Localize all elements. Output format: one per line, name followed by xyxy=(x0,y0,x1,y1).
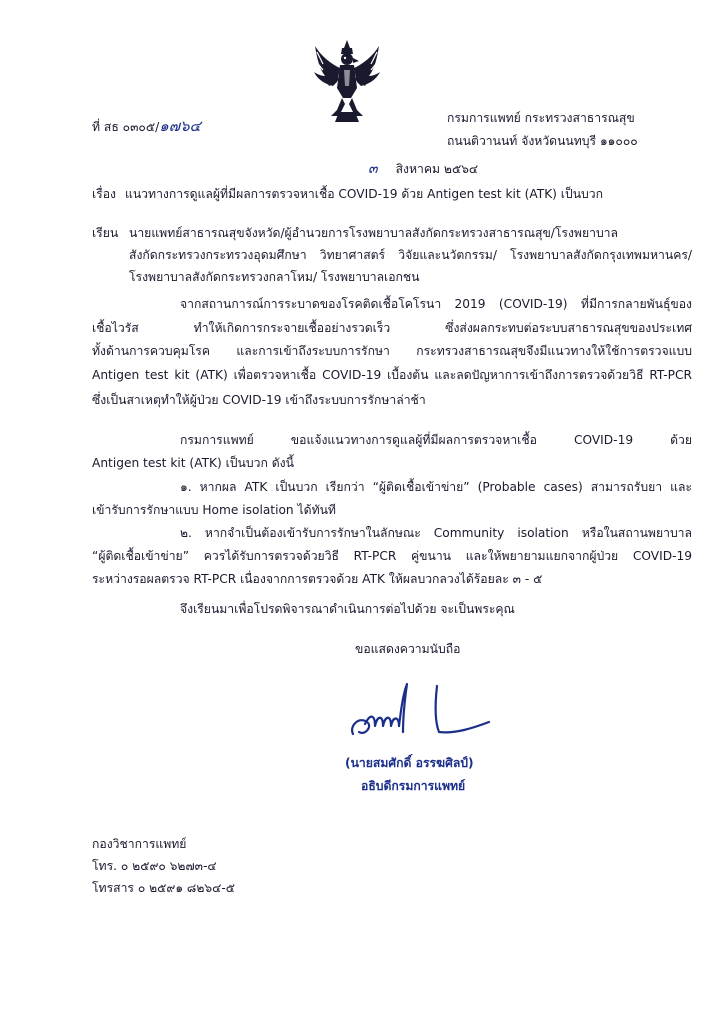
paragraph-line: จากสถานการณ์การระบาดของโรคติดเชื้อโคโรนา 2019 (COVID-19) ที่มีการกลายพันธุ์ของ xyxy=(180,297,692,311)
subject-label: เรื่อง xyxy=(92,187,116,201)
recipient-line: สังกัดกระทรวงกระทรวงอุดมศึกษา วิทยาศาสตร์ วิจัยและนวัตกรรม/ โรงพยาบาลสังกัดกรุงเทพมหานคร/ xyxy=(129,248,692,262)
paragraph-line: เชื้อไวรัส ทำให้เกิดการกระจายเชื้ออย่างรวดเร็ว ซึ่งส่งผลกระทบต่อระบบสาธารณสุขของประเทศ xyxy=(92,321,692,335)
paragraph-line: Antigen test kit (ATK) เพื่อตรวจหาเชื้อ COVID-19 เบื้องต้น และลดปัญหาการเข้าถึงการตรวจด้วยวิธี RT-PCR xyxy=(92,368,692,382)
regards: ขอแสดงความนับถือ xyxy=(355,642,461,656)
reference-handwritten-number: ๑๗๖๔ xyxy=(159,117,201,135)
organization-address: ถนนติวานนท์ จังหวัดนนทบุรี ๑๑๐๐๐ xyxy=(447,134,638,148)
reference-prefix: ที่ สธ ๐๓๐๕/ xyxy=(92,120,160,134)
list-item-line: เข้ารับการรักษาแบบ Home isolation ได้ทันที xyxy=(92,503,336,517)
paragraph-line: ทั้งด้านการควบคุมโรค และการเข้าถึงระบบการรักษา กระทรวงสาธารณสุขจึงมีแนวทางให้ใช้การตรวจแบบ xyxy=(92,344,692,358)
garuda-emblem-icon xyxy=(311,38,383,126)
date-month-year: สิงหาคม ๒๕๖๔ xyxy=(395,162,479,176)
footer-division: กองวิชาการแพทย์ xyxy=(92,837,187,851)
list-item-line: ระหว่างรอผลตรวจ RT-PCR เนื่องจากการตรวจด้วย ATK ให้ผลบวกลวงได้ร้อยละ ๓ - ๕ xyxy=(92,572,543,586)
closing-line: จึงเรียนมาเพื่อโปรดพิจารณาดำเนินการต่อไปด้วย จะเป็นพระคุณ xyxy=(180,602,515,616)
recipient-line: นายแพทย์สาธารณสุขจังหวัด/ผู้อำนวยการโรงพยาบาลสังกัดกระทรวงสาธารณสุข/โรงพยาบาล xyxy=(129,226,618,240)
footer-phone: โทร. ๐ ๒๕๙๐ ๖๒๗๓-๔ xyxy=(92,859,217,873)
reference-number xyxy=(92,118,201,135)
document-date xyxy=(368,161,478,177)
paragraph-line: กรมการแพทย์ ขอแจ้งแนวทางการดูแลผู้ที่มีผลการตรวจหาเชื้อ COVID-19 ด้วย xyxy=(180,433,692,447)
date-day-handwritten: ๓ xyxy=(368,161,378,177)
list-item-line: ๒. หากจำเป็นต้องเข้ารับการรักษาในลักษณะ Community isolation หรือในสถานพยาบาล xyxy=(180,526,692,540)
list-item-line: ๑. หากผล ATK เป็นบวก เรียกว่า “ผู้ติดเชื้อเข้าข่าย” (Probable cases) สามารถรับยา และ xyxy=(180,480,692,494)
subject-text: แนวทางการดูแลผู้ที่มีผลการตรวจหาเชื้อ COVID-19 ด้วย Antigen test kit (ATK) เป็นบวก xyxy=(125,187,604,201)
recipient-label: เรียน xyxy=(92,226,119,240)
handwritten-signature xyxy=(345,676,495,748)
signer-title: อธิบดีกรมการแพทย์ xyxy=(361,779,466,793)
organization-name: กรมการแพทย์ กระทรวงสาธารณสุข xyxy=(447,111,635,125)
paragraph-line: ซึ่งเป็นสาเหตุทำให้ผู้ป่วย COVID-19 เข้าถึงระบบการรักษาล่าช้า xyxy=(92,393,426,407)
recipient-line: โรงพยาบาลสังกัดกระทรวงกลาโหม/ โรงพยาบาลเอกชน xyxy=(129,270,420,284)
list-item-line: “ผู้ติดเชื้อเข้าข่าย” ควรได้รับการตรวจด้วยวิธี RT-PCR คู่ขนาน และให้พยายามแยกจากผู้ป่วย COVID-19 xyxy=(92,549,692,563)
signer-name: (นายสมศักดิ์ อรรฆศิลป์) xyxy=(345,756,474,770)
footer-fax: โทรสาร ๐ ๒๕๙๑ ๘๒๖๔-๕ xyxy=(92,881,235,895)
paragraph-line: Antigen test kit (ATK) เป็นบวก ดังนี้ xyxy=(92,456,294,470)
